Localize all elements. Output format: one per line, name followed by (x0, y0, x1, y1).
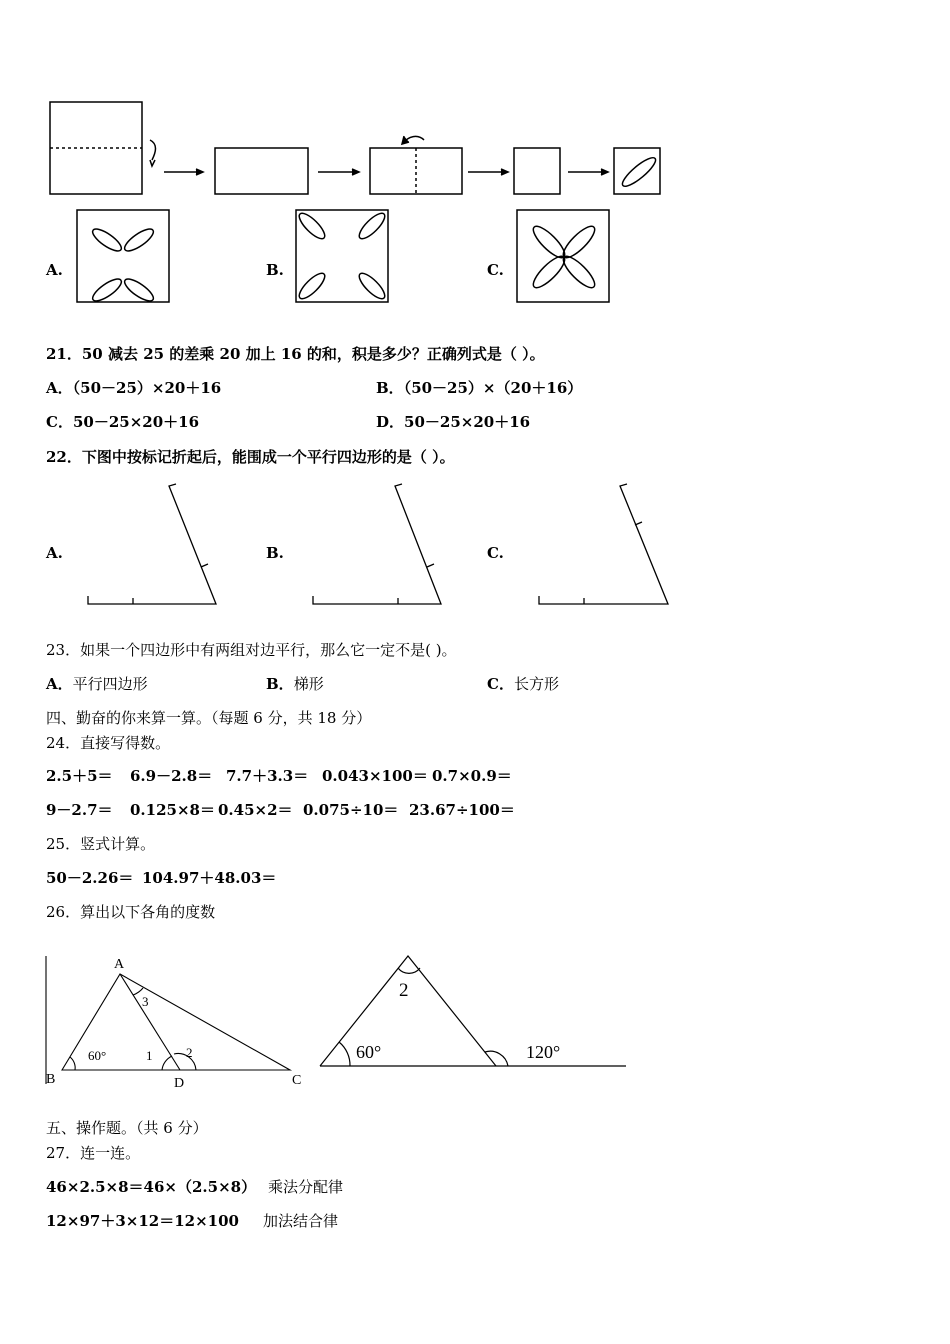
q22-figure-a (88, 484, 216, 604)
q23-stem: 23．如果一个四边形中有两组对边平行，那么它一定不是( )。 (46, 641, 457, 659)
option-label: A． (46, 379, 73, 397)
fold-step-5 (614, 148, 660, 194)
q21-option-a[interactable] (46, 378, 221, 398)
option-label: B． (376, 379, 404, 397)
fold-option-a-figure (77, 210, 169, 302)
section5-heading: 五、操作题。（共 6 分） (46, 1119, 208, 1137)
q21-option-d[interactable] (376, 412, 530, 432)
q26-triangle-abc-figure (40, 946, 340, 1096)
option-text: 50－25×20＋16 (72, 413, 200, 431)
angle-2: 2 (186, 1045, 193, 1060)
q22-option-c-label[interactable]: C. (487, 544, 504, 562)
q21-option-b[interactable] (376, 378, 582, 398)
vertex-d: D (174, 1076, 185, 1091)
fig2-angle-120: 120° (526, 1042, 561, 1062)
angle-1: 1 (146, 1048, 153, 1063)
q22-stem: 22．下图中按标记折起后，能围成一个平行四边形的是（ ）。 (46, 448, 455, 466)
option-label: C． (46, 413, 73, 431)
q22-figure-b (313, 484, 441, 604)
vertex-a: A (114, 957, 125, 972)
q27-row2-law[interactable]: 加法结合律 (263, 1212, 339, 1230)
q21-stem: 21．50 减去 25 的差乘 20 加上 16 的和，积是多少？正确列式是（ ）。 (46, 345, 545, 363)
q24-row2-item2: 0.125×8＝ (130, 801, 215, 819)
option-text: 梯形 (293, 675, 324, 693)
fold-option-b-label[interactable]: B. (266, 261, 284, 279)
angle-3: 3 (142, 994, 149, 1009)
angle-b-60: 60° (88, 1048, 107, 1063)
q25-item2: 104.97＋48.03＝ (142, 869, 277, 887)
option-label: D． (376, 413, 405, 431)
option-text: （50－25）×20＋16 (72, 379, 222, 397)
q22-figures (0, 478, 950, 618)
q24-row2-item5: 23.67÷100＝ (409, 801, 515, 819)
q24-row1-item1: 2.5＋5＝ (46, 767, 113, 785)
fig2-angle-2: 2 (399, 980, 409, 1001)
q24-row1-item5: 0.7×0.9＝ (432, 767, 512, 785)
fold-option-c-label[interactable]: C. (487, 261, 504, 279)
q24-row2-item3: 0.45×2＝ (218, 801, 293, 819)
option-text: （50－25）×（20＋16） (403, 379, 583, 397)
option-text: 长方形 (513, 675, 559, 693)
q22-option-a-label[interactable]: A. (46, 544, 63, 562)
q22-figure-c (539, 484, 668, 604)
option-text: 平行四边形 (72, 675, 148, 693)
option-text: 50－25×20＋16 (404, 413, 531, 431)
section4-heading: 四、勤奋的你来算一算。（每题 6 分，共 18 分） (46, 709, 372, 727)
fold-option-a-label[interactable]: A. (46, 261, 63, 279)
option-label: A． (46, 675, 73, 693)
paper-fold-sequence-figure (0, 0, 950, 320)
q27-row1-law[interactable]: 乘法分配律 (268, 1178, 344, 1196)
option-label: C． (487, 675, 514, 693)
fold-step-4 (514, 148, 560, 194)
vertex-b: B (46, 1072, 56, 1087)
q23-option-c[interactable] (487, 674, 559, 694)
fig2-angle-60: 60° (356, 1042, 382, 1062)
q24-row1-item4: 0.043×100＝ (322, 767, 428, 785)
q23-option-b[interactable] (266, 674, 324, 694)
q24-stem: 24．直接写得数。 (46, 734, 171, 752)
q24-row1-item2: 6.9－2.8＝ (130, 767, 213, 785)
option-label: B． (266, 675, 294, 693)
vertex-c: C (292, 1073, 302, 1088)
q22-option-b-label[interactable]: B. (266, 544, 284, 562)
q27-stem: 27．连一连。 (46, 1144, 141, 1162)
q24-row2-item4: 0.075÷10＝ (303, 801, 399, 819)
fold-step-2 (215, 148, 308, 194)
q23-option-a[interactable] (46, 674, 148, 694)
q26-exterior-angle-figure (310, 940, 640, 1080)
q24-row2-item1: 9－2.7＝ (46, 801, 113, 819)
fold-option-b-figure (296, 210, 388, 302)
q24-row1-item3: 7.7＋3.3＝ (226, 767, 309, 785)
q21-option-c[interactable] (46, 412, 199, 432)
q25-item1: 50－2.26＝ (46, 869, 134, 887)
q27-row2-expression[interactable]: 12×97＋3×12＝12×100 (46, 1212, 239, 1230)
q26-stem: 26．算出以下各角的度数 (46, 903, 216, 921)
q27-row1-expression[interactable]: 46×2.5×8＝46×（2.5×8） (46, 1178, 257, 1196)
q25-stem: 25．竖式计算。 (46, 835, 156, 853)
